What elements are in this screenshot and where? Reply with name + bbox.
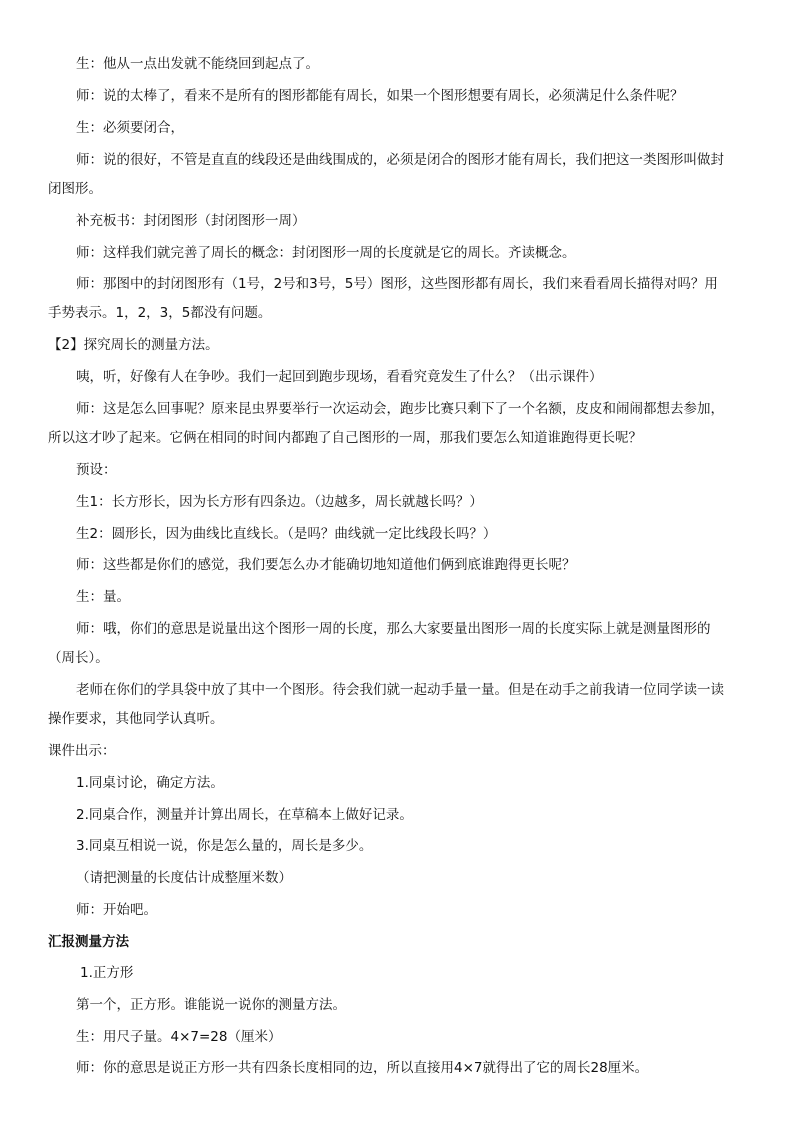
text-line: 生：必须要闭合， bbox=[76, 120, 184, 136]
text-line: 生1：长方形长，因为长方形有四条边。（边越多，周长就越长吗？） bbox=[76, 494, 483, 510]
text-line: 咦，听，好像有人在争吵。我们一起回到跑步现场，看看究竟发生了什么？（出示课件） bbox=[76, 369, 603, 385]
text-line: 闭图形。 bbox=[48, 181, 102, 197]
sub-heading: 1.正方形 bbox=[80, 965, 134, 981]
text-line: 操作要求，其他同学认真听。 bbox=[48, 711, 224, 727]
text-line: （周长）。 bbox=[48, 650, 109, 666]
text-line: 师：这些都是你们的感觉，我们要怎么办才能确切地知道他们俩到底谁跑得更长呢？ bbox=[76, 557, 576, 573]
list-item: 3.同桌互相说一说，你是怎么量的，周长是多少。 bbox=[76, 838, 373, 854]
text-line: 生：他从一点出发就不能绕回到起点了。 bbox=[76, 56, 319, 72]
list-item: 1.同桌讨论，确定方法。 bbox=[76, 775, 224, 791]
text-line: 生：用尺子量。4×7=28（厘米） bbox=[76, 1029, 282, 1045]
section-heading-report: 汇报测量方法 bbox=[48, 934, 129, 950]
text-line: 老师在你们的学具袋中放了其中一个图形。待会我们就一起动手量一量。但是在动手之前我请一位同学读一读 bbox=[76, 682, 724, 698]
text-line: 师：你的意思是说正方形一共有四条长度相同的边，所以直接用4×7就得出了它的周长28厘米。 bbox=[76, 1060, 649, 1076]
text-line: 师：开始吧。 bbox=[76, 902, 157, 918]
list-item: 2.同桌合作，测量并计算出周长，在草稿本上做好记录。 bbox=[76, 807, 413, 823]
text-line: 生2：圆形长，因为曲线比直线长。（是吗？曲线就一定比线段长吗？） bbox=[76, 526, 497, 542]
text-line: 师：这样我们就完善了周长的概念：封闭图形一周的长度就是它的周长。齐读概念。 bbox=[76, 245, 576, 261]
text-line: 手势表示。1，2，3，5都没有问题。 bbox=[48, 305, 272, 321]
text-line: 师：说的太棒了，看来不是所有的图形都能有周长，如果一个图形想要有周长，必须满足什么条件呢？ bbox=[76, 88, 684, 104]
text-line: 生：量。 bbox=[76, 589, 130, 605]
text-line: 师：那图中的封闭图形有（1号，2号和3号，5号）图形，这些图形都有周长，我们来看看周长描得对吗？用 bbox=[76, 276, 718, 292]
text-line: （请把测量的长度估计成整厘米数） bbox=[76, 870, 292, 886]
text-line: 师：这是怎么回事呢？原来昆虫界要举行一次运动会，跑步比赛只剩下了一个名额，皮皮和闹闹都想去参加， bbox=[76, 401, 724, 417]
text-line: 师：哦，你们的意思是说量出这个图形一周的长度，那么大家要量出图形一周的长度实际上就是测量图形的 bbox=[76, 621, 711, 637]
text-line: 预设： bbox=[76, 462, 117, 478]
text-line: 第一个，正方形。谁能说一说你的测量方法。 bbox=[76, 997, 346, 1013]
text-line: 所以这才吵了起来。它俩在相同的时间内都跑了自己图形的一周，那我们要怎么知道谁跑得更长呢？ bbox=[48, 430, 642, 446]
text-line: 补充板书：封闭图形（封闭图形一周） bbox=[76, 213, 306, 229]
text-line: 课件出示： bbox=[48, 743, 116, 759]
section-heading: 【2】探究周长的测量方法。 bbox=[48, 337, 219, 353]
text-line: 师：说的很好，不管是直直的线段还是曲线围成的，必须是闭合的图形才能有周长，我们把这一类图形叫做封 bbox=[76, 152, 724, 168]
